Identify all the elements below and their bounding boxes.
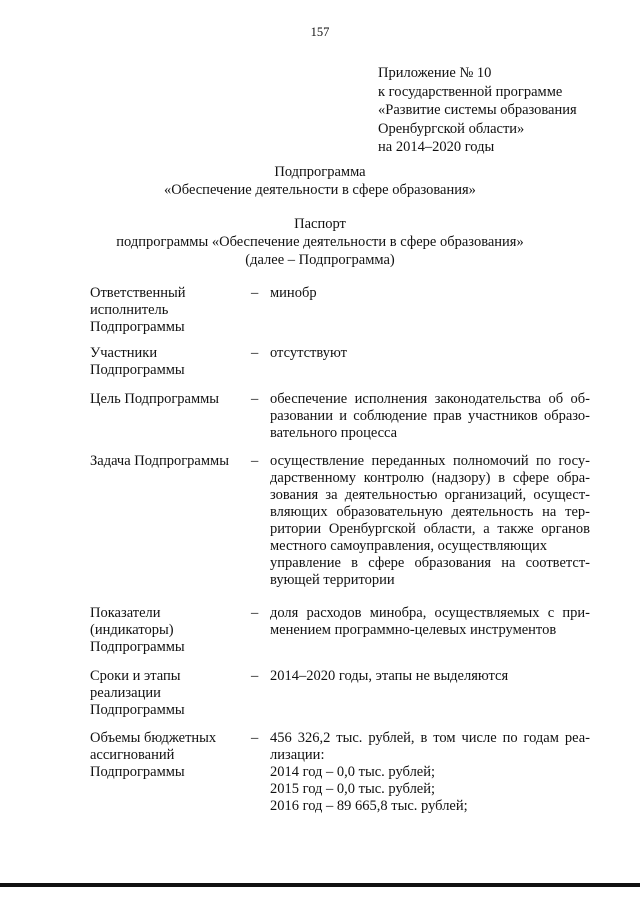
row-value-line: дарственному контролю (надзору) в сфере обра- <box>270 470 590 486</box>
page-number: 157 <box>310 25 330 39</box>
row-label-line: Ответственный <box>90 285 186 301</box>
row-label-line: реализации <box>90 685 161 701</box>
row-dash: – <box>251 453 259 469</box>
row-value <box>270 730 590 815</box>
row-label-line: исполнитель <box>90 302 169 318</box>
row-label-line: Подпрограммы <box>90 362 185 378</box>
row-label <box>90 391 240 408</box>
row-dash: – <box>251 730 259 746</box>
row-value <box>270 453 590 589</box>
row-value-line: зования за деятельностью организаций, осущест- <box>270 487 590 503</box>
row-label <box>90 285 240 336</box>
bottom-scan-rule <box>0 883 640 887</box>
row-value-line: лизации: <box>270 747 325 763</box>
row-label-line: Подпрограммы <box>90 319 185 335</box>
row-label-line: Подпрограммы <box>90 639 185 655</box>
row-dash: – <box>251 285 259 301</box>
row-value-line: вательного процесса <box>270 425 398 441</box>
row-label-line: Объемы бюджетных <box>90 730 217 746</box>
row-value-line: 456 326,2 тыс. рублей, в том числе по годам реа- <box>270 730 590 746</box>
row-label-line: Участники <box>90 345 158 361</box>
subprogram-title-line: «Обеспечение деятельности в сфере образования» <box>164 182 476 198</box>
row-value-line: менением программно-целевых инструментов <box>270 622 557 638</box>
row-label <box>90 453 240 470</box>
row-dash: – <box>251 668 259 684</box>
row-label <box>90 345 240 379</box>
row-label <box>90 730 240 781</box>
subprogram-title-line: Подпрограмма <box>274 164 366 180</box>
row-value-line: 2014–2020 годы, этапы не выделяются <box>270 668 509 684</box>
row-value <box>270 391 590 442</box>
row-label-line: Сроки и этапы <box>90 668 181 684</box>
row-label <box>90 668 240 719</box>
row-label-line: ассигнований <box>90 747 175 763</box>
passport-title-line: (далее – Подпрограмма) <box>245 252 395 268</box>
row-label-line: Подпрограммы <box>90 702 185 718</box>
row-dash: – <box>251 345 259 361</box>
row-value-line: 2014 год – 0,0 тыс. рублей; <box>270 764 436 780</box>
row-value-line: управление в сфере образования на соответст- <box>270 555 590 571</box>
subprogram-title <box>0 163 640 199</box>
row-value-line: вляющих образовательную деятельность на тер- <box>270 504 590 520</box>
row-value-line: ритории Оренбургской области, а также органов <box>270 521 590 537</box>
passport-title <box>0 215 640 269</box>
row-value-line: обеспечение исполнения законодательства об об- <box>270 391 590 407</box>
row-value-line: разовании и соблюдение прав участников образо- <box>270 408 590 424</box>
row-dash: – <box>251 605 259 621</box>
row-value <box>270 668 590 685</box>
row-label-line: Подпрограммы <box>90 764 185 780</box>
row-label-line: Задача Подпрограммы <box>90 453 229 469</box>
row-label-line: (индикаторы) <box>90 622 174 638</box>
row-value-line: доля расходов минобра, осуществляемых с при- <box>270 605 590 621</box>
row-dash: – <box>251 391 259 407</box>
row-value-line: 2015 год – 0,0 тыс. рублей; <box>270 781 436 797</box>
row-value <box>270 605 590 639</box>
appendix-line: на 2014–2020 годы <box>378 139 495 155</box>
row-label-line: Показатели <box>90 605 161 621</box>
row-value-line: минобр <box>270 285 317 301</box>
appendix-line: к государственной программе <box>378 83 563 100</box>
appendix-line: Приложение № 10 <box>378 65 492 81</box>
passport-title-line: подпрограммы «Обеспечение деятельности в сфере образования» <box>116 234 524 250</box>
row-value-line: местного самоуправления, осуществляющих <box>270 538 548 554</box>
row-value <box>270 285 590 302</box>
appendix-line: Оренбургской области» <box>378 120 525 137</box>
appendix-header <box>378 64 628 157</box>
passport-title-line: Паспорт <box>294 216 346 232</box>
row-value-line: 2016 год – 89 665,8 тыс. рублей; <box>270 798 468 814</box>
appendix-line: «Развитие системы образования <box>378 102 577 118</box>
row-value-line: вующей территории <box>270 572 395 588</box>
row-value-line: осуществление переданных полномочий по госу- <box>270 453 590 469</box>
row-label <box>90 605 240 656</box>
row-value-line: отсутствуют <box>270 345 347 361</box>
row-value <box>270 345 590 362</box>
row-label-line: Цель Подпрограммы <box>90 391 220 407</box>
